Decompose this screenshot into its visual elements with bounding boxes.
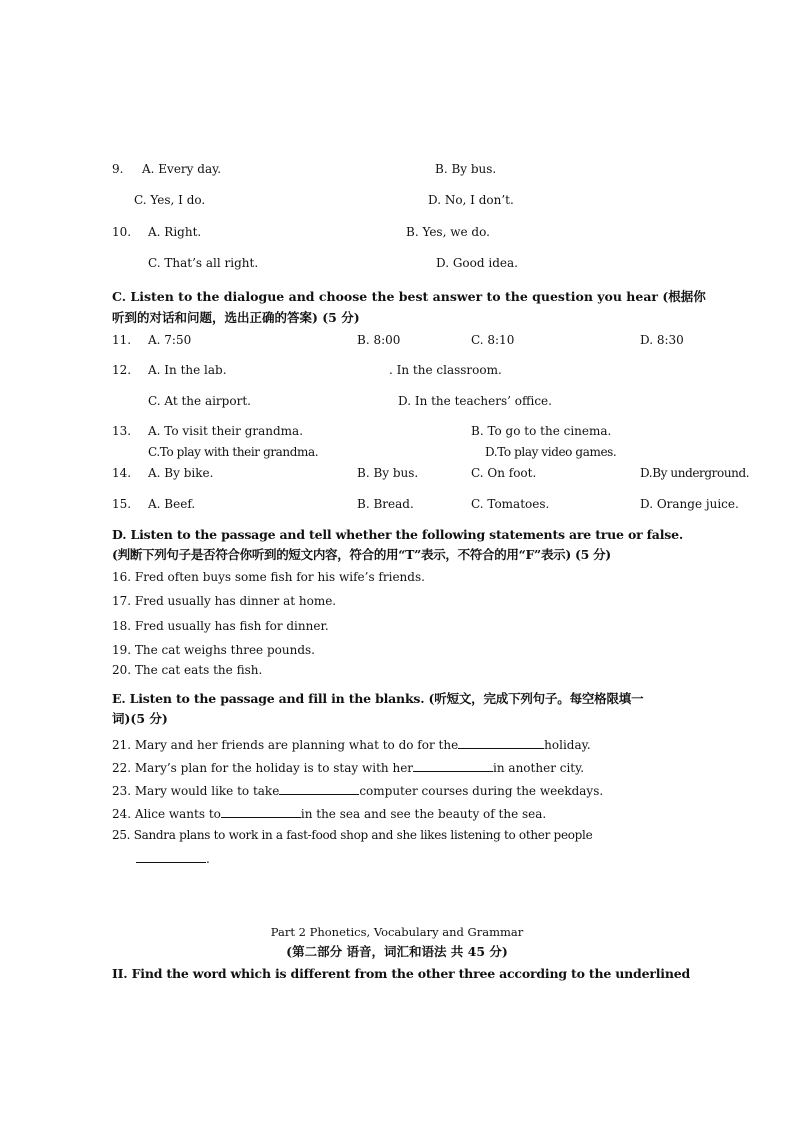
fill-21-text-after: holiday. [544, 738, 591, 752]
q10-option-d: D. Good idea. [436, 256, 518, 270]
q12-option-d: D. In the teachers’ office. [398, 394, 552, 408]
q14-option-a: A. By bike. [148, 466, 214, 480]
fill-23-text-after: computer courses during the weekdays. [359, 784, 604, 798]
fill-item-25-blank-line [136, 850, 210, 867]
fill-item-24 [112, 805, 546, 822]
part2-subtitle: (第二部分 语音，词汇和语法 共 45 分) [286, 944, 508, 959]
q12-number: 12. [112, 363, 132, 377]
fill-25-text-before: 25. Sandra plans to work in a fast-food shop and she likes listening to other people [112, 828, 593, 842]
q11-option-a: A. 7:50 [148, 333, 192, 347]
answer-blank-21[interactable] [458, 736, 544, 749]
q13-number: 13. [112, 424, 132, 438]
q12-option-c: C. At the airport. [148, 394, 251, 408]
fill-23-text-before: 23. Mary would like to take [112, 784, 280, 798]
section-d-heading-line2: (判断下列句子是否符合你听到的短文内容，符合的用“T”表示，不符合的用“F”表示) (5 分) [112, 547, 611, 562]
q14-option-b: B. By bus. [357, 466, 419, 480]
q11-option-b: B. 8:00 [357, 333, 401, 347]
q9-option-d: D. No, I don’t. [428, 193, 514, 207]
q10-number: 10. [112, 225, 132, 239]
fill-25-text-after: . [206, 852, 210, 866]
statement-20: 20. The cat eats the fish. [112, 663, 263, 677]
fill-21-text-before: 21. Mary and her friends are planning what to do for the [112, 738, 459, 752]
q15-option-b: B. Bread. [357, 497, 414, 511]
q13-option-d: D.To play video games. [485, 445, 617, 459]
answer-blank-22[interactable] [413, 759, 493, 772]
q9-option-c: C. Yes, I do. [134, 193, 206, 207]
statement-17: 17. Fred usually has dinner at home. [112, 594, 337, 608]
q9-option-a: A. Every day. [142, 162, 222, 176]
answer-blank-24[interactable] [221, 805, 301, 818]
q15-option-a: A. Beef. [148, 497, 196, 511]
answer-blank-25[interactable] [136, 850, 206, 863]
part2-title: Part 2 Phonetics, Vocabulary and Grammar [270, 925, 524, 939]
q13-option-b: B. To go to the cinema. [471, 424, 612, 438]
section-e-heading-line2: 词)(5 分) [112, 711, 168, 726]
statement-18: 18. Fred usually has fish for dinner. [112, 619, 329, 633]
section-c-heading-line2: 听到的对话和问题，选出正确的答案) (5 分) [112, 310, 360, 325]
q11-number: 11. [112, 333, 132, 347]
fill-item-21 [112, 736, 591, 753]
answer-blank-23[interactable] [279, 782, 359, 795]
q13-option-c: C.To play with their grandma. [148, 445, 319, 459]
q15-option-c: C. Tomatoes. [471, 497, 550, 511]
fill-item-23 [112, 782, 603, 799]
q14-number: 14. [112, 466, 132, 480]
q10-option-a: A. Right. [148, 225, 202, 239]
q14-option-c: C. On foot. [471, 466, 537, 480]
q15-option-d: D. Orange juice. [640, 497, 739, 511]
q9-number: 9. [112, 162, 124, 176]
q13-option-a: A. To visit their grandma. [148, 424, 304, 438]
section-c-heading-line1: C. Listen to the dialogue and choose the best answer to the question you hear (根据你 [112, 289, 706, 304]
q15-number: 15. [112, 497, 132, 511]
q10-option-c: C. That’s all right. [148, 256, 259, 270]
fill-item-22 [112, 759, 584, 776]
statement-19: 19. The cat weighs three pounds. [112, 643, 315, 657]
q14-option-d: D.By underground. [640, 466, 750, 480]
statement-16: 16. Fred often buys some fish for his wife’s friends. [112, 570, 425, 584]
q10-option-b: B. Yes, we do. [406, 225, 490, 239]
fill-24-text-after: in the sea and see the beauty of the sea. [300, 807, 547, 821]
q11-option-c: C. 8:10 [471, 333, 515, 347]
fill-22-text-before: 22. Mary’s plan for the holiday is to stay with her [112, 761, 414, 775]
q12-option-a: A. In the lab. [148, 363, 227, 377]
q11-option-d: D. 8:30 [640, 333, 684, 347]
q12-option-b: . In the classroom. [389, 363, 502, 377]
section-ii-heading: II. Find the word which is different from the other three according to the underlined [112, 966, 690, 981]
fill-22-text-after: in another city. [493, 761, 585, 775]
fill-24-text-before: 24. Alice wants to [112, 807, 221, 821]
section-d-heading-line1: D. Listen to the passage and tell whether the following statements are true or false. [112, 527, 683, 542]
q9-option-b: B. By bus. [435, 162, 497, 176]
section-e-heading-line1: E. Listen to the passage and fill in the blanks. (听短文，完成下列句子。每空格限填一 [112, 691, 644, 706]
